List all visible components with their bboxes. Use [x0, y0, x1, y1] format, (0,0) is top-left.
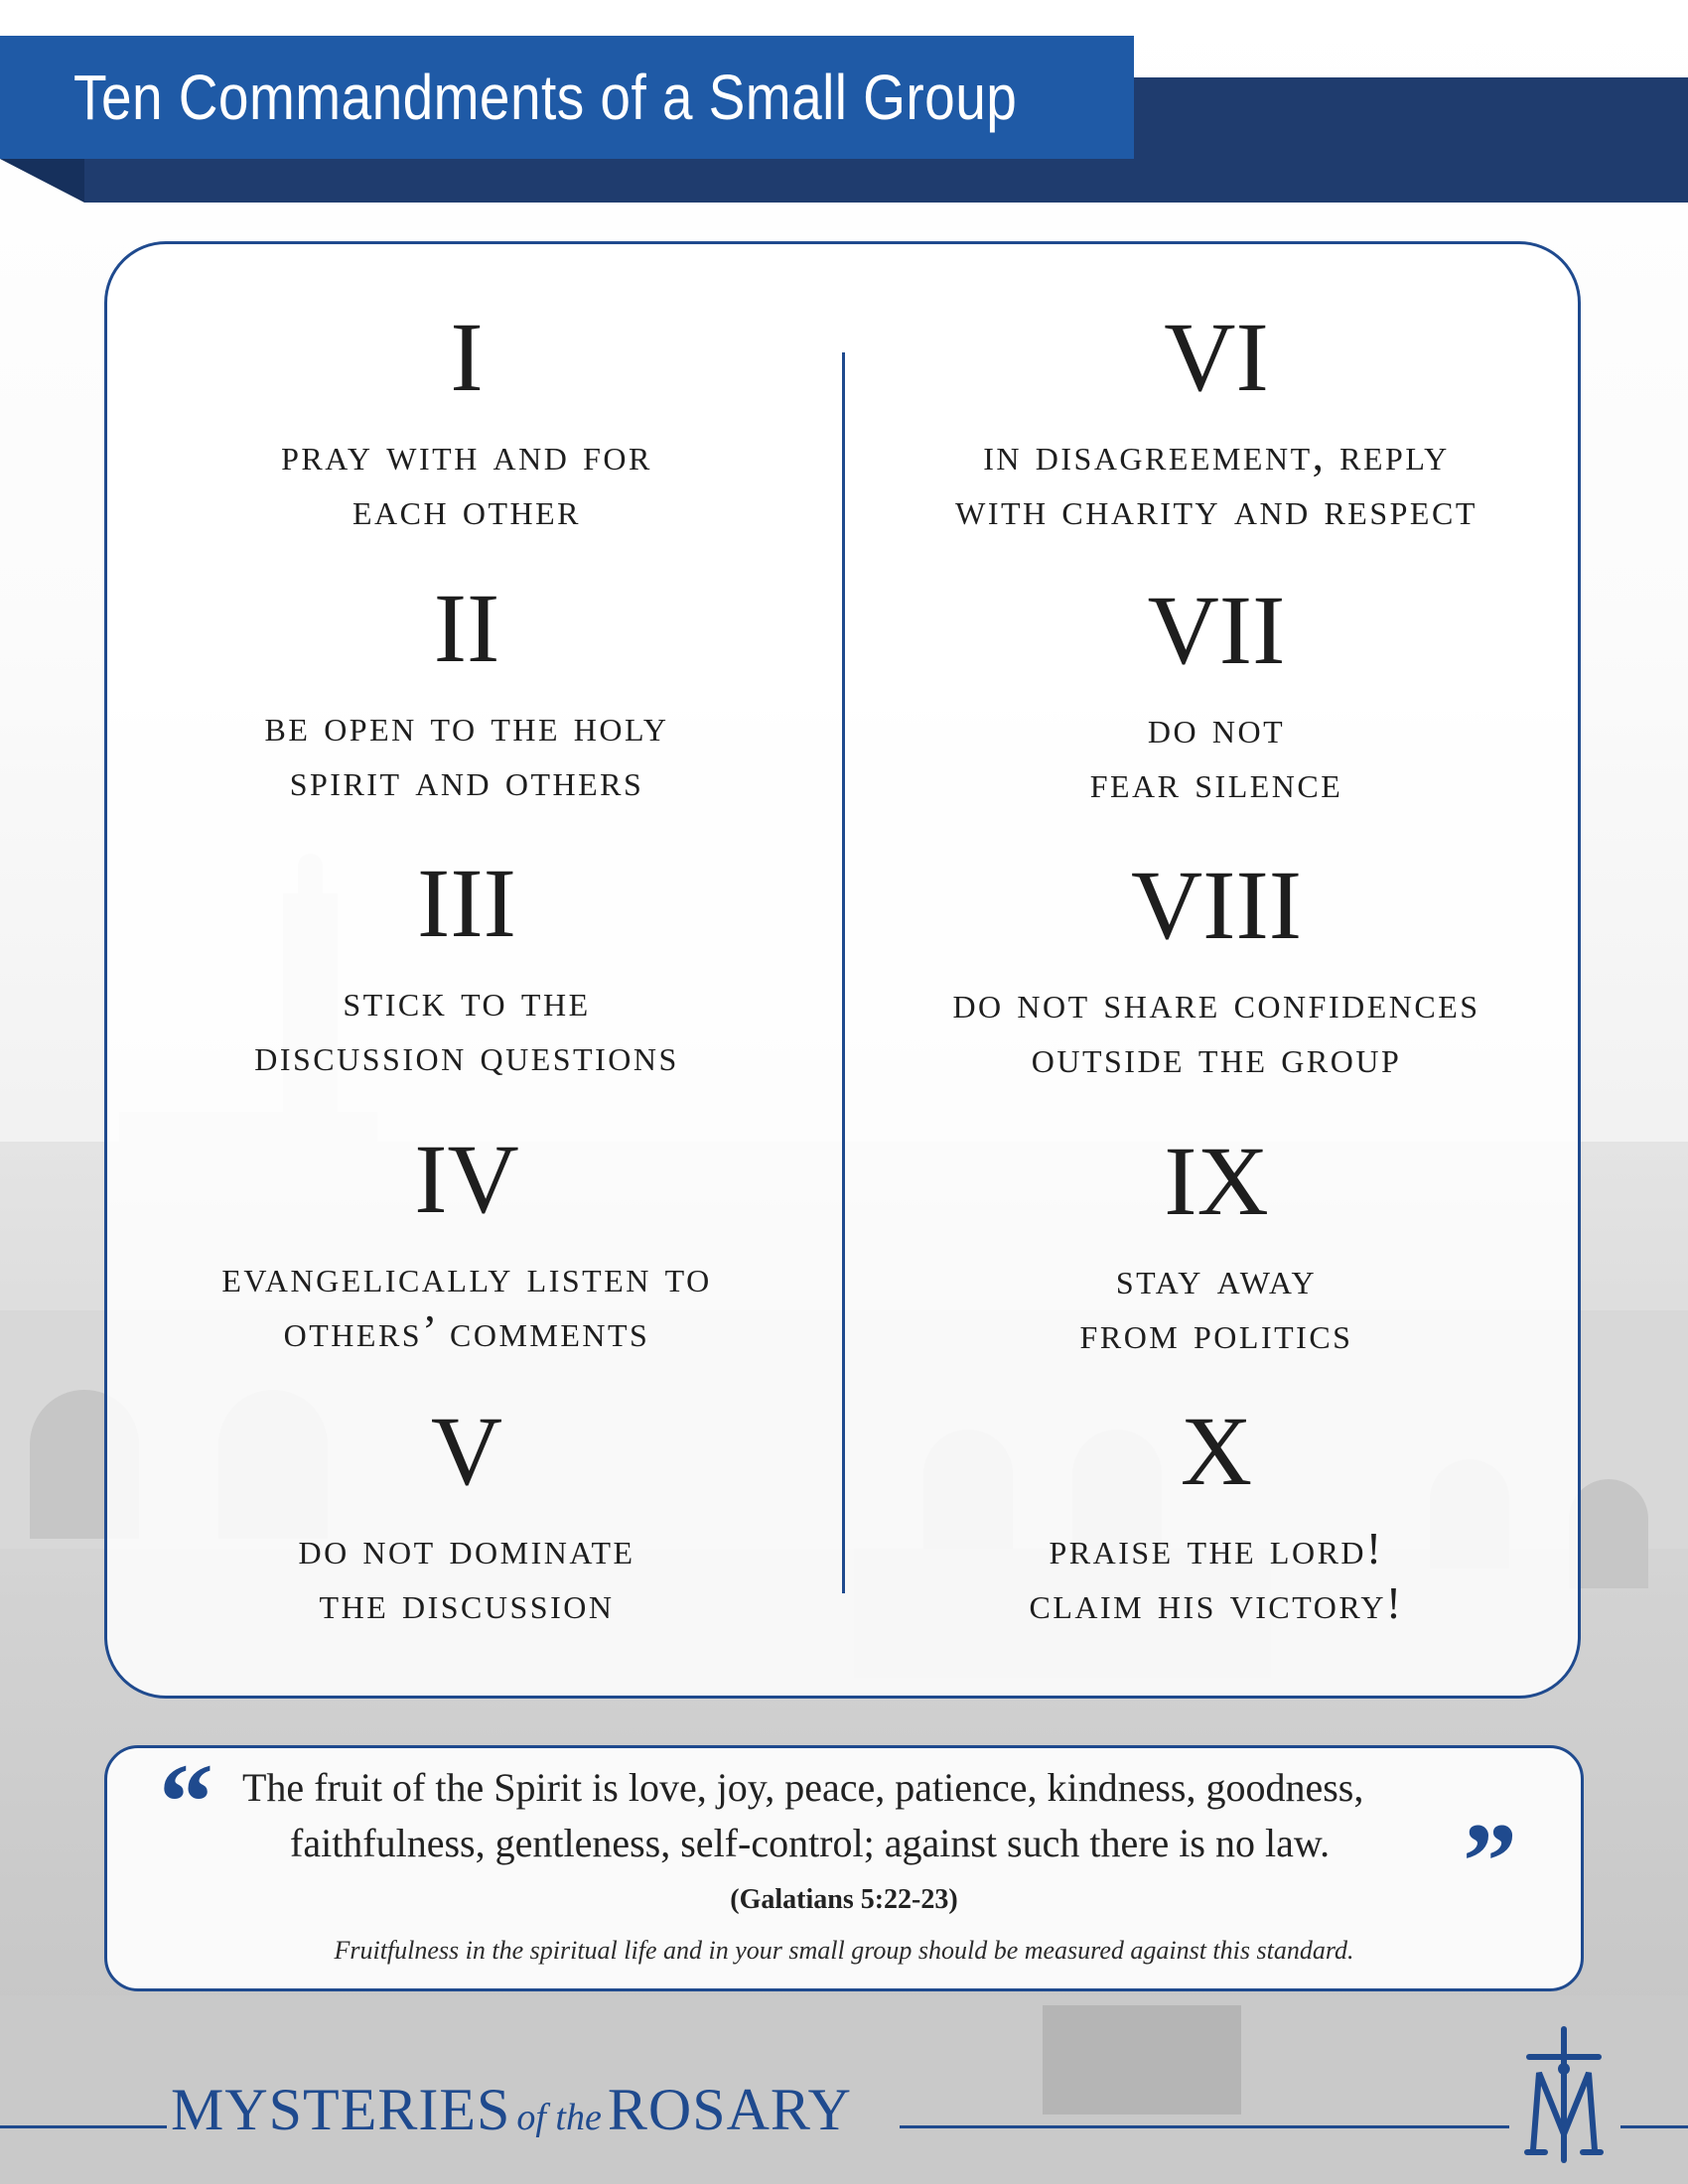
commandment-5: [109, 1396, 824, 1631]
commandment-7: [859, 575, 1574, 810]
commandment-text: [109, 1250, 824, 1359]
commandment-numeral: III: [417, 848, 516, 958]
commandment-line: others’ comments: [283, 1306, 650, 1356]
header-banner-fold: [0, 159, 84, 203]
commandment-3: [109, 848, 824, 1083]
commandment-numeral: X: [1180, 1396, 1253, 1506]
brand-wordmark: [171, 2065, 852, 2154]
commandment-line: stick to the: [343, 976, 591, 1025]
commandment-text: [109, 428, 824, 537]
brand-rosary: ROSARY: [607, 2077, 852, 2142]
commandment-8: [859, 850, 1574, 1085]
commandment-line: stay away: [1115, 1254, 1318, 1303]
commandment-text: [109, 974, 824, 1083]
quote-note: Fruitfulness in the spiritual life and in your small group should be measured against this standard.: [334, 1936, 1354, 1965]
quote-citation: (Galatians 5:22-23): [730, 1884, 958, 1915]
commandment-line: pray with and for: [281, 430, 652, 479]
close-quote-icon: ”: [1463, 1801, 1517, 1922]
commandment-line: with charity and respect: [955, 484, 1477, 534]
commandment-line: discussion questions: [254, 1030, 679, 1080]
commandment-line: claim his victory!: [1029, 1578, 1404, 1628]
open-quote-icon: “: [159, 1741, 213, 1862]
footer-rule-right: [1620, 2125, 1688, 2128]
commandment-4: [109, 1124, 824, 1359]
quote-line: faithfulness, gentleness, self-control; against such there is no law.: [290, 1821, 1331, 1865]
commandment-line: do not dominate: [298, 1524, 635, 1573]
commandment-text: [109, 1522, 824, 1631]
commandment-numeral: VI: [1164, 302, 1269, 412]
commandment-text: [859, 428, 1574, 537]
commandment-numeral: VII: [1147, 575, 1286, 685]
footer-rule-middle: [900, 2125, 1509, 2128]
commandment-line: do not share confidences: [952, 978, 1480, 1027]
commandment-numeral: I: [450, 302, 484, 412]
commandment-2: [109, 573, 824, 808]
footer-rule-left: [0, 2125, 167, 2128]
commandment-line: in disagreement, reply: [983, 430, 1450, 479]
commandment-numeral: IV: [414, 1124, 519, 1234]
commandment-line: fear silence: [1089, 757, 1343, 807]
commandment-text: [859, 1522, 1574, 1631]
column-divider: [842, 352, 845, 1593]
commandment-numeral: V: [430, 1396, 503, 1506]
commandment-line: each other: [352, 484, 581, 534]
commandment-line: evangelically listen to: [221, 1252, 712, 1301]
commandment-text: [859, 1252, 1574, 1361]
quote-line: The fruit of the Spirit is love, joy, peace, patience, kindness, goodness,: [242, 1765, 1364, 1810]
page-title: Ten Commandments of a Small Group: [73, 62, 1018, 133]
commandment-text: [859, 976, 1574, 1085]
commandment-6: [859, 302, 1574, 537]
commandment-1: [109, 302, 824, 537]
commandment-line: the discussion: [319, 1578, 615, 1628]
commandment-line: outside the group: [1031, 1032, 1402, 1082]
commandment-line: be open to the holy: [264, 701, 669, 751]
commandment-line: do not: [1147, 703, 1286, 752]
commandment-10: [859, 1396, 1574, 1631]
commandment-9: [859, 1126, 1574, 1361]
commandment-text: [859, 701, 1574, 810]
commandment-line: praise the lord!: [1049, 1524, 1384, 1573]
commandment-line: from politics: [1079, 1308, 1353, 1358]
brand-of-the: of the: [516, 2097, 602, 2138]
commandment-numeral: VIII: [1130, 850, 1303, 960]
commandment-line: spirit and others: [289, 755, 644, 805]
crucifix-monogram-icon: [1519, 2025, 1609, 2164]
commandment-numeral: II: [433, 573, 500, 683]
brand-mysteries: MYSTERIES: [171, 2077, 511, 2142]
commandment-numeral: IX: [1164, 1126, 1269, 1236]
commandment-text: [109, 699, 824, 808]
